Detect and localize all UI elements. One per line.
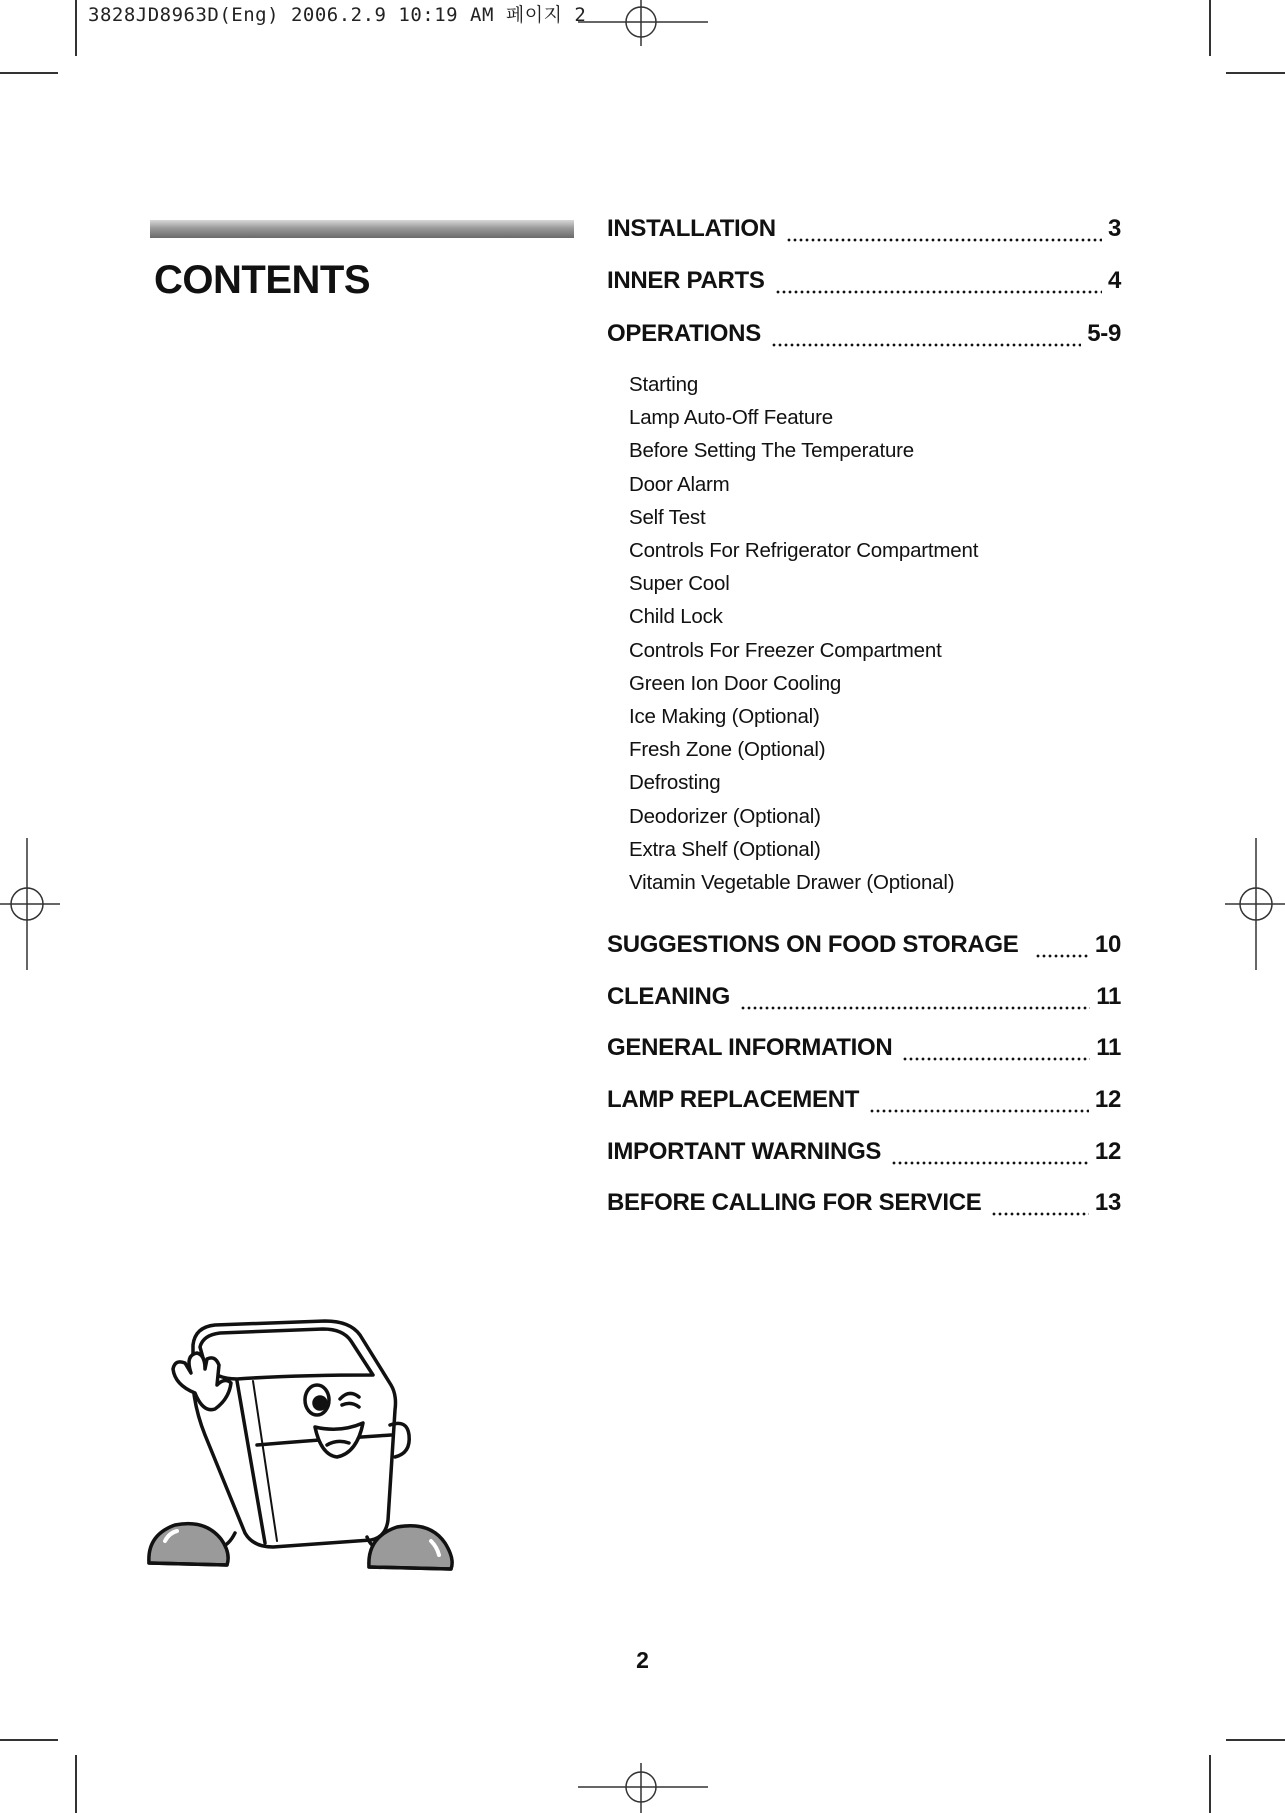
list-item[interactable]: Lamp Auto-Off Feature (629, 406, 833, 430)
toc-label: INSTALLATION (607, 215, 776, 242)
list-item[interactable]: Vitamin Vegetable Drawer (Optional) (629, 871, 955, 895)
list-item[interactable]: Controls For Refrigerator Compartment (629, 539, 979, 563)
toc-label: LAMP REPLACEMENT (607, 1086, 860, 1113)
toc-entry-before-calling-for-service[interactable] (607, 1189, 1121, 1223)
toc-entry-general-information[interactable] (607, 1034, 1121, 1068)
page-title: CONTENTS (154, 258, 370, 302)
dot-leader (786, 238, 1102, 242)
operations-subsection-list (629, 368, 978, 899)
toc-entry-cleaning[interactable] (607, 983, 1121, 1017)
toc-page: 11 (1096, 1034, 1121, 1061)
toc-page: 3 (1107, 215, 1121, 242)
list-item[interactable]: Child Lock (629, 605, 723, 629)
toc-page: 12 (1094, 1086, 1121, 1113)
dot-leader (991, 1212, 1088, 1216)
list-item[interactable]: Fresh Zone (Optional) (629, 738, 826, 762)
list-item[interactable]: Green Ion Door Cooling (629, 671, 842, 695)
toc-entry-operations[interactable] (607, 320, 1121, 354)
registration-mark-icon (578, 1763, 708, 1813)
dot-leader (869, 1109, 1089, 1113)
dot-leader (771, 343, 1081, 347)
dot-leader (775, 290, 1102, 294)
toc-page: 5-9 (1087, 320, 1121, 347)
refrigerator-mascot-icon (145, 1315, 475, 1575)
toc-entry-installation[interactable] (607, 215, 1121, 249)
crop-mark (0, 1739, 58, 1741)
crop-mark (1209, 0, 1211, 56)
registration-mark-icon (0, 838, 60, 970)
toc-label: OPERATIONS (607, 320, 761, 347)
dot-leader (1035, 954, 1089, 958)
dot-leader (902, 1057, 1090, 1061)
toc-label: INNER PARTS (607, 267, 765, 294)
toc-page: 13 (1094, 1189, 1121, 1216)
list-item[interactable]: Defrosting (629, 771, 721, 795)
registration-mark-icon (578, 0, 708, 46)
crop-mark (75, 0, 77, 56)
dot-leader (740, 1006, 1090, 1010)
list-item[interactable]: Super Cool (629, 572, 730, 596)
list-item[interactable]: Door Alarm (629, 472, 730, 496)
list-item[interactable]: Controls For Freezer Compartment (629, 638, 942, 662)
list-item[interactable]: Self Test (629, 505, 706, 529)
print-slug: 3828JD8963D(Eng) 2006.2.9 10:19 AM 페이지 2 (88, 4, 587, 26)
toc-page: 12 (1094, 1138, 1121, 1165)
toc-entry-important-warnings[interactable] (607, 1138, 1121, 1172)
crop-mark (75, 1755, 77, 1813)
list-item[interactable]: Deodorizer (Optional) (629, 804, 821, 828)
registration-mark-icon (1225, 838, 1285, 970)
list-item[interactable]: Starting (629, 373, 699, 396)
toc-page: 4 (1107, 267, 1121, 294)
title-bar (150, 220, 574, 238)
list-item[interactable]: Extra Shelf (Optional) (629, 837, 821, 861)
toc-page: 11 (1096, 983, 1121, 1010)
crop-mark (0, 72, 58, 74)
crop-mark (1209, 1755, 1211, 1813)
toc-label: GENERAL INFORMATION (607, 1034, 893, 1061)
list-item[interactable]: Ice Making (Optional) (629, 705, 820, 729)
crop-mark (1226, 1739, 1285, 1741)
toc-entry-inner-parts[interactable] (607, 267, 1121, 301)
dot-leader (891, 1161, 1089, 1165)
toc-entry-food-storage[interactable] (607, 931, 1121, 965)
crop-mark (1226, 72, 1285, 74)
toc-label: BEFORE CALLING FOR SERVICE (607, 1189, 982, 1216)
toc-page: 10 (1094, 931, 1121, 958)
toc-label: CLEANING (607, 983, 730, 1010)
toc-entry-lamp-replacement[interactable] (607, 1086, 1121, 1120)
toc-label: IMPORTANT WARNINGS (607, 1138, 882, 1165)
toc-label: SUGGESTIONS ON FOOD STORAGE (607, 931, 1019, 958)
list-item[interactable]: Before Setting The Temperature (629, 439, 914, 463)
page-number: 2 (636, 1647, 649, 1673)
